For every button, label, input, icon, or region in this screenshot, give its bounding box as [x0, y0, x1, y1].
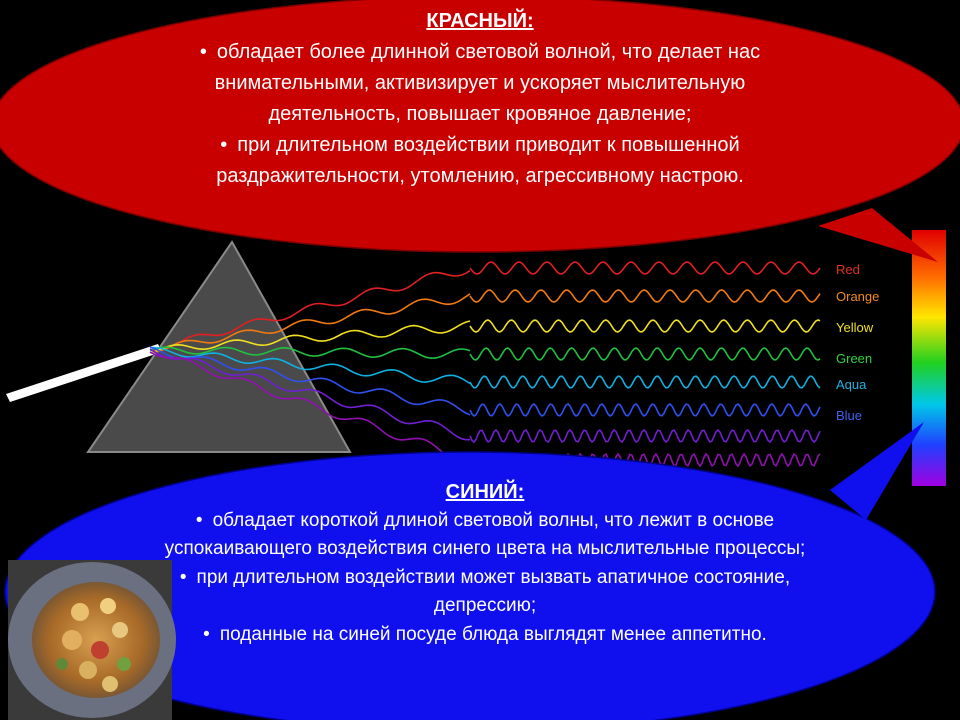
wave-1	[470, 290, 820, 302]
blue-bullet-item	[160, 507, 810, 564]
prism-icon	[88, 242, 350, 452]
bullet-glyph: •	[220, 134, 228, 156]
wave-0	[470, 262, 820, 274]
wave-2	[470, 320, 820, 332]
wave-6	[470, 430, 820, 442]
blue-bullet-item	[160, 564, 810, 621]
spectrum-label-aqua: Aqua	[836, 377, 867, 392]
bullet-glyph: •	[203, 623, 210, 645]
blue-bubble-text	[160, 478, 810, 649]
wave-4	[470, 376, 820, 388]
wave-5	[470, 404, 820, 416]
red-bubble-text	[150, 6, 810, 192]
spectrum-label-red: Red	[836, 262, 860, 277]
bullet-glyph: •	[199, 41, 207, 63]
blue-bullet-list	[160, 507, 810, 650]
red-item-text: при длительном воздействии приводит к повышенной раздражительности, утомлению, агрессивному настрою.	[216, 134, 744, 187]
bullet-glyph: •	[179, 566, 187, 588]
blue-item-text: поданные на синей посуде блюда выглядят менее аппетитно.	[219, 623, 767, 645]
wave-3	[470, 348, 820, 360]
spectrum-label-yellow: Yellow	[836, 320, 874, 335]
spectrum-bar	[912, 230, 946, 486]
red-heading: КРАСНЫЙ:	[426, 10, 534, 32]
spectrum-label-green: Green	[836, 351, 873, 366]
blue-heading: СИНИЙ:	[445, 481, 525, 503]
red-bullet-item	[150, 37, 810, 130]
bullet-glyph: •	[195, 509, 203, 531]
spectrum-label-blue: Blue	[836, 408, 863, 423]
blue-bullet-item	[160, 621, 810, 650]
blue-item-text: обладает короткой длиной световой волны, что лежит в основе успокаивающего воздействия синего цвета на мыслительные процессы;	[164, 509, 806, 559]
food-bowl-photo	[8, 560, 176, 720]
spectrum-label-orange: Orange	[836, 289, 880, 304]
red-bullet-item	[150, 130, 810, 192]
red-bullet-list	[150, 37, 810, 192]
blue-item-text: при длительном воздействии может вызвать апатичное состояние, депрессию;	[196, 566, 791, 616]
red-item-text: обладает более длинной световой волной, что делает нас внимательными, активизирует и ускоряет мыслительную деятельность, повышает кровяное давление;	[214, 41, 761, 125]
